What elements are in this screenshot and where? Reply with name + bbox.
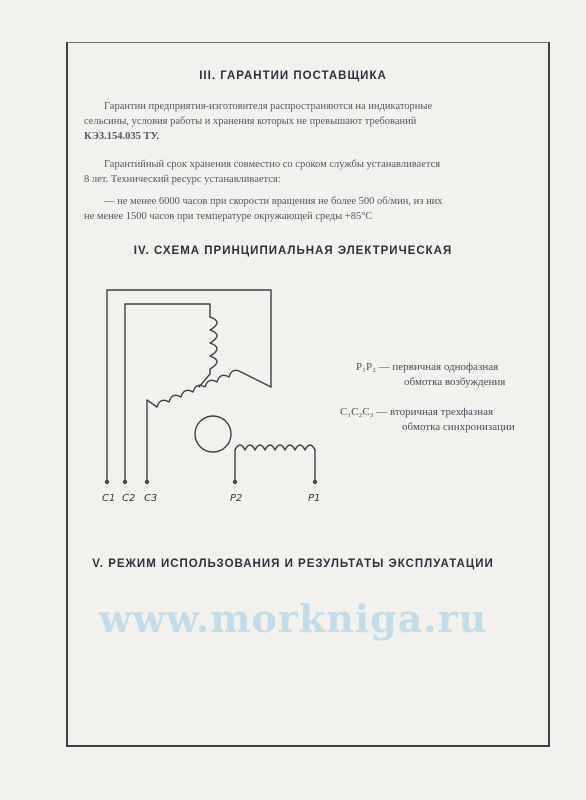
text-line: Гарантийный срок хранения совместно со сроком службы устанавливается (104, 159, 441, 170)
legend-text: обмотка синхронизации (402, 421, 515, 433)
terminal-label-p2: Р2 (230, 493, 243, 504)
legend-symbol: Р₁Р₂ (356, 361, 376, 373)
winding-coil-rotor (235, 445, 315, 450)
text-line: КЭ3.154.035 ТУ. (84, 131, 160, 142)
watermark: www.morkniga.ru (98, 596, 488, 641)
section-5-title: V. РЕЖИМ ИСПОЛЬЗОВАНИЯ И РЕЗУЛЬТАТЫ ЭКСПЛУАТАЦИИ (92, 558, 494, 570)
terminal-label-p1: Р1 (308, 493, 321, 504)
winding-coil-diagonal (157, 370, 271, 407)
section-3-title: III. ГАРАНТИИ ПОСТАВЩИКА (199, 70, 387, 82)
legend-text: обмотка возбуждения (404, 376, 506, 388)
legend-text: — вторичная трехфазная (376, 406, 494, 418)
section-4-title: IV. СХЕМА ПРИНЦИПИАЛЬНАЯ ЭЛЕКТРИЧЕСКАЯ (133, 245, 453, 257)
text-line: Гарантии предприятия-изготовителя распространяются на индикаторные (104, 101, 433, 112)
terminal-label-c1: С1 (102, 493, 116, 504)
guarantee-paragraph-3 (84, 194, 548, 224)
legend-text: — первичная однофазная (378, 361, 499, 373)
wire-c2 (125, 304, 210, 482)
wiring-schematic (95, 282, 335, 497)
wire-c1 (107, 290, 271, 482)
terminal-label-c2: С2 (122, 493, 136, 504)
terminal-label-c3: С3 (144, 493, 158, 504)
legend-item-secondary (340, 405, 515, 435)
text-line: 8 лет. Технический ресурс устанавливается: (84, 174, 281, 185)
text-line: — не менее 6000 часов при скорости вращения не более 500 об/мин, из них (104, 196, 443, 207)
wire-c3 (147, 400, 157, 482)
winding-coil-upper (210, 317, 217, 374)
rotor-circle (195, 416, 231, 452)
legend-symbol: С₁С₂С₃ (340, 406, 374, 418)
legend-item-primary (356, 360, 505, 390)
text-line: не менее 1500 часов при температуре окружающей среды +85°С (84, 211, 373, 222)
guarantee-paragraph-1 (84, 99, 548, 144)
text-line: сельсины, условия работы и хранения которых не превышают требований (84, 116, 417, 127)
guarantee-paragraph-2 (84, 157, 548, 187)
